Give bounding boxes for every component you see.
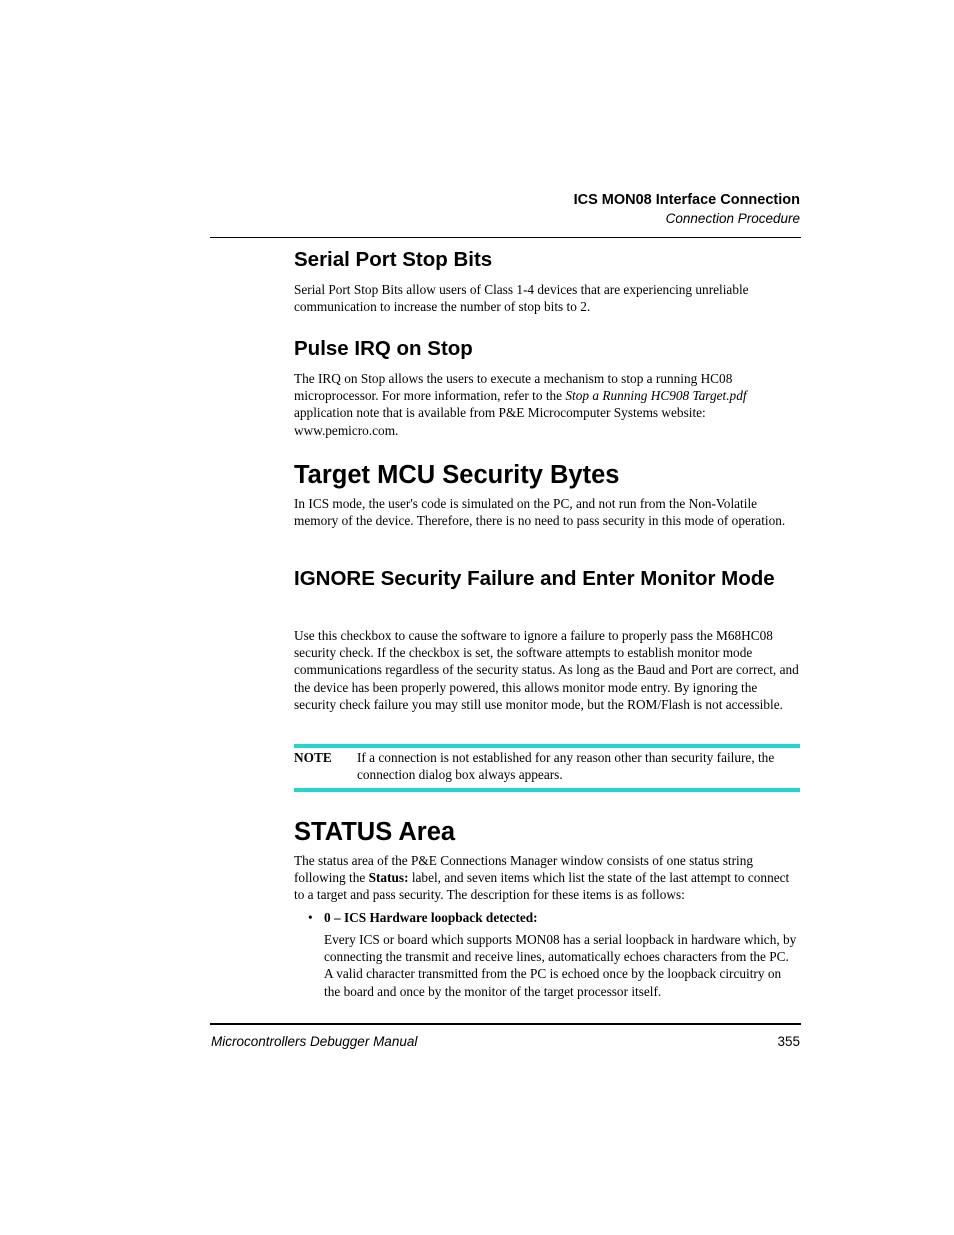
bullet-item-body: Every ICS or board which supports MON08 has a serial loopback in hardware which, by connecting the transmit and receive lines, automatically echoes characters from the PC. A valid character transmitted from the PC is echoed once by the loopback circuitry on the board and once by the monitor of the target processor itself. — [324, 932, 797, 999]
footer-manual-title: Microcontrollers Debugger Manual — [211, 1034, 418, 1049]
bullet-item-title: 0 – ICS Hardware loopback detected: — [324, 910, 538, 925]
footer-rule — [210, 1023, 801, 1025]
pulse-irq-document-reference: Stop a Running HC908 Target.pdf — [565, 388, 747, 404]
ignore-security-failure-heading: IGNORE Security Failure and Enter Monitor Mode — [294, 567, 775, 590]
pulse-irq-heading: Pulse IRQ on Stop — [294, 337, 473, 360]
note-label: NOTE — [294, 750, 332, 765]
pulse-irq-body — [294, 370, 799, 439]
running-header-subtitle: Connection Procedure — [665, 211, 800, 226]
target-mcu-security-bytes-body: In ICS mode, the user's code is simulated on the PC, and not run from the Non-Volatile memory of the device. Therefore, there is no need to pass security in this mode of operation. — [294, 496, 786, 529]
note-text: If a connection is not established for any reason other than security failure, the connection dialog box always appears. — [357, 750, 775, 783]
pulse-irq-body-part2: application note that is available from P&E Microcomputer Systems website: www.pemicro.com. — [294, 405, 706, 438]
running-header-title: ICS MON08 Interface Connection — [573, 192, 800, 208]
status-label-bold: Status: — [368, 870, 409, 886]
status-area-body — [294, 852, 799, 904]
serial-port-stop-bits-body: Serial Port Stop Bits allow users of Class 1-4 devices that are experiencing unreliable communication to increase the number of stop bits to 2. — [294, 282, 749, 315]
bullet-marker: • — [308, 910, 313, 925]
note-top-bar — [294, 744, 800, 748]
pulse-irq-body-part1: The IRQ on Stop allows the users to execute a mechanism to stop a running HC08 microprocessor. For more information, refer to the — [294, 371, 733, 404]
serial-port-stop-bits-heading: Serial Port Stop Bits — [294, 248, 493, 271]
footer-page-number: 355 — [777, 1034, 800, 1049]
header-rule — [210, 237, 801, 238]
target-mcu-security-bytes-heading: Target MCU Security Bytes — [294, 461, 620, 489]
note-bottom-bar — [294, 788, 800, 792]
status-area-body-part2: label, and seven items which list the state of the last attempt to connect to a target and pass security. The description for these items is as follows: — [294, 870, 790, 903]
status-area-body-part1: The status area of the P&E Connections Manager window consists of one status string following the — [294, 853, 754, 886]
status-area-heading: STATUS Area — [294, 818, 456, 846]
ignore-security-failure-body: Use this checkbox to cause the software to ignore a failure to properly pass the M68HC08 security check. If the checkbox is set, the software attempts to establish monitor mode communications regardless of the security status. As long as the Baud and Port are correct, and the device has been properly powered, this allows monitor mode entry. By ignoring the security check failure you may still use monitor mode, but the ROM/Flash is not accessible. — [294, 628, 799, 712]
